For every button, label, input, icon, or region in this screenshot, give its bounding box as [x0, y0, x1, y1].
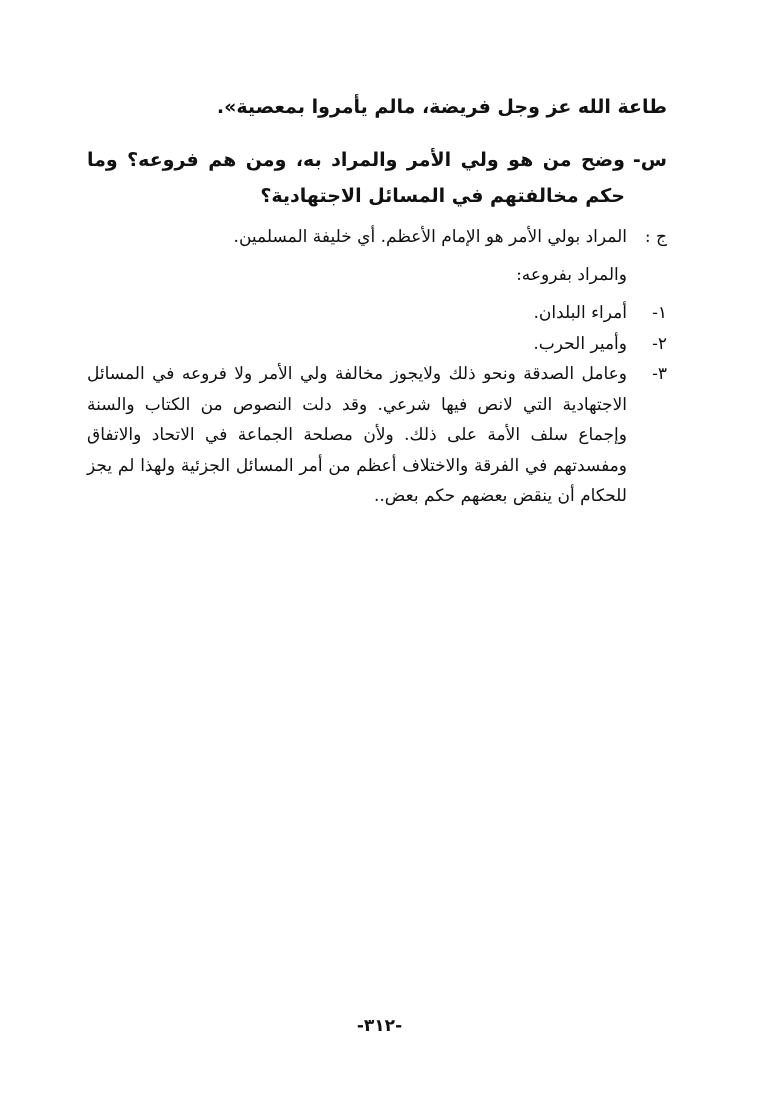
question-marker: س-: [632, 149, 667, 171]
question-text: وضح من هو ولي الأمر والمراد به، ومن هم فروعه؟ وما حكم مخالفتهم في المسائل الاجتهادية؟: [87, 149, 625, 207]
list-item: [87, 359, 667, 512]
answer-block: [87, 222, 667, 252]
list-item-text: وعامل الصدقة ونحو ذلك ولايجوز مخالفة ولي الأمر ولا فروعه في المسائل الاجتهادية التي لانص فيها شرعي. وقد دلت النصوص من الكتاب والسنة وإجماع سلف الأمة على ذلك. ولأن مصلحة الجماعة في الاتحاد والاتفاق ومفسدتهم في الفرقة والاختلاف أعظم من أمر المسائل الجزئية ولهذا لم يجز للحكام أن ينقض بعضهم حكم بعض..: [87, 364, 627, 506]
list-item-number: ٣-: [652, 364, 667, 384]
answer-marker: ج :: [644, 227, 667, 247]
opening-line: طاعة الله عز وجل فريضة، مالم يأمروا بمعصية».: [216, 96, 667, 118]
list-item-number: ٢-: [652, 333, 667, 354]
list-item-text: أمراء البلدان.: [533, 303, 627, 323]
list-item: [87, 329, 667, 360]
list-item-number: ١-: [652, 303, 667, 323]
question-block: [87, 142, 667, 214]
list-item-text: وأمير الحرب.: [533, 333, 627, 354]
branches-intro: والمراد بفروعه:: [516, 265, 627, 285]
answer-text: المراد بولي الأمر هو الإمام الأعظم. أي خليفة المسلمين.: [233, 227, 627, 247]
list-item: [87, 298, 667, 329]
branches-list: [87, 298, 667, 512]
page-number: -٣١٢-: [356, 1016, 403, 1036]
